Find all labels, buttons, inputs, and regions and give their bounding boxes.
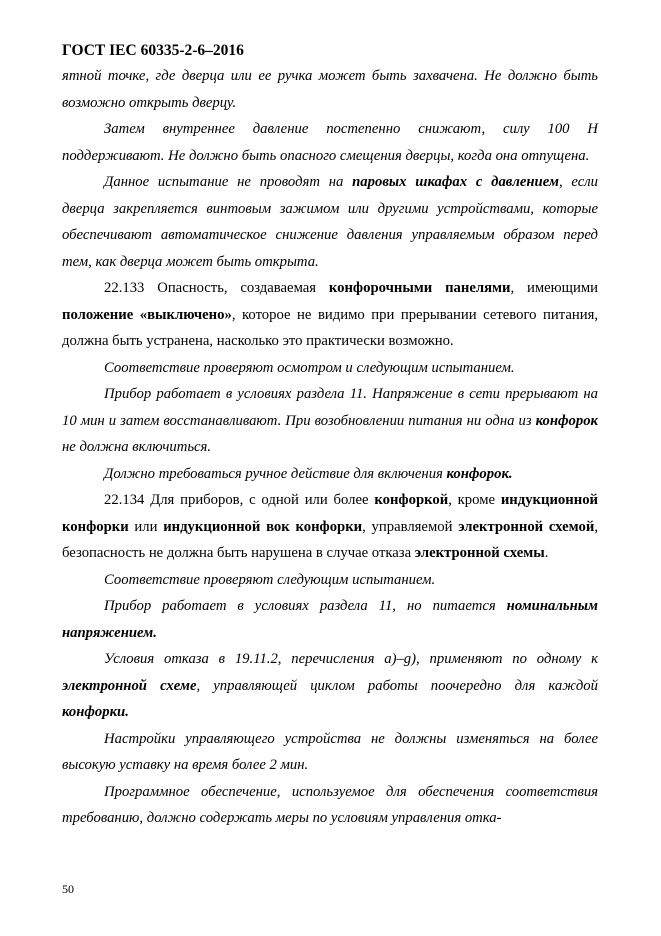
bold-term: номинальным напряжением. <box>62 598 598 641</box>
bold-term: конфорочными панелями <box>328 280 511 296</box>
page-number: 50 <box>62 882 74 896</box>
text-run: , кроме <box>448 492 501 508</box>
text-run: 22.134 Для приборов, с одной или более <box>104 492 375 508</box>
paragraph <box>62 726 598 779</box>
paragraph <box>62 461 598 488</box>
body-text <box>62 63 598 832</box>
paragraph <box>62 169 598 275</box>
paragraph <box>62 275 598 355</box>
paragraph <box>62 567 598 594</box>
text-run: , управляемой <box>362 518 459 535</box>
text-run: Должно требоваться ручное действие для включения <box>104 465 447 482</box>
bold-term: индукционной вок конфорки <box>163 518 363 535</box>
text-run: Настройки управляющего устройства не должны изменяться на более высокую уставку на время более 2 мин. <box>62 730 598 773</box>
bold-term: индукционной конфорки <box>62 492 599 535</box>
paragraph <box>62 593 598 646</box>
bold-term: конфорок <box>535 412 598 429</box>
text-run: , имеющими <box>510 280 598 296</box>
text-run: Соответствие проверяют осмотром и следующим испытанием. <box>104 359 515 376</box>
bold-term: электронной схеме <box>62 677 197 694</box>
text-run: , если дверца закрепляется винтовым зажимом или другими устройствами, которые обеспечивают автоматическое снижение давления управляемым образом перед тем, как дверца может быть открыта. <box>62 174 598 270</box>
paragraph <box>62 355 598 382</box>
paragraph <box>62 646 598 726</box>
paragraph <box>62 116 598 169</box>
text-run: Соответствие проверяют следующим испытанием. <box>104 571 436 588</box>
paragraph <box>62 63 598 116</box>
text-run: . <box>544 545 549 561</box>
bold-term: электронной схемой <box>458 518 595 535</box>
text-run: Программное обеспечение, используемое для обеспечения соответствия требованию, должно содержать меры по условиям управления отка- <box>62 783 598 826</box>
text-run: , которое не видимо при прерывании сетевого питания, должна быть устранена, насколько это практически возможно. <box>62 306 598 349</box>
text-run: Затем внутреннее давление постепенно снижают, силу 100 Н поддерживают. Не должно быть опасного смещения дверцы, когда она отпущена. <box>62 121 598 164</box>
bold-term: паровых шкафах с давлением <box>352 174 559 190</box>
document-header: ГОСТ IEC 60335-2-6–2016 <box>62 42 244 59</box>
bold-term: конфорок. <box>446 465 513 482</box>
text-run: Данное испытание не проводят на <box>104 174 353 190</box>
text-run: Прибор работает в условиях раздела 11. Напряжение в сети прерывают на 10 мин и затем восстанавливают. При возобновлении питания ни одна из <box>62 386 598 429</box>
paragraph <box>62 381 598 461</box>
text-run: Прибор работает в условиях раздела 11, но питается <box>104 598 507 614</box>
bold-term: положение «выключено» <box>62 306 232 323</box>
paragraph <box>62 487 598 567</box>
text-run: или <box>128 518 164 535</box>
bold-term: конфоркой <box>374 492 449 508</box>
text-run: не должна включиться. <box>62 439 212 455</box>
paragraph <box>62 779 598 832</box>
text-run: Условия отказа в 19.11.2, перечисления a)–g), применяют по одному к <box>104 651 598 667</box>
text-run: , управляющей циклом работы поочередно для каждой <box>196 677 598 694</box>
text-run: 22.133 Опасность, создаваемая <box>104 280 329 296</box>
bold-term: конфорки. <box>62 704 129 720</box>
bold-term: электронной схемы <box>414 545 545 561</box>
text-run: ятной точке, где дверца или ее ручка может быть захвачена. Не должно быть возможно открыть дверцу. <box>62 68 598 111</box>
text-run: , безопасность не должна быть нарушена в случае отказа <box>62 518 598 561</box>
